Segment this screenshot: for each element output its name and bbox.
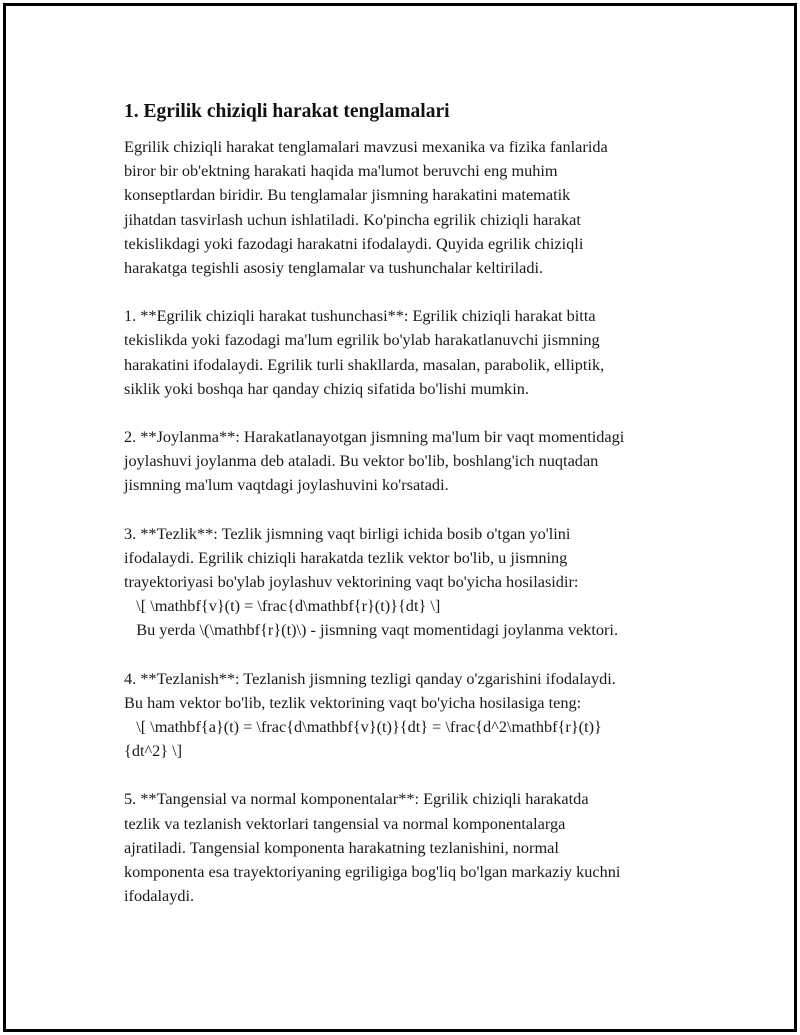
section-heading: 1. Egrilik chiziqli harakat tenglamalari [124, 101, 450, 122]
displacement-paragraph: 2. **Joylanma**: Harakatlanayotgan jismning ma'lum bir vaqt momentidagi joylashuvi joylanma deb ataladi. Bu vektor bo'lib, boshlang'ich nuqtadan jismning ma'lum vaqtdagi joylashuvini ko'rsatadi. [124, 427, 625, 495]
velocity-paragraph: 3. **Tezlik**: Tezlik jismning vaqt birligi ichida bosib o'tgan yo'lini ifodalaydi. Egrilik chiziqli harakatda tezlik vektor bo'lib, u jismning trayektoriyasi bo'ylab joylashuv vektorining vaqt bo'yicha hosilasidir: \[ \mathbf{v}(t) = \frac{d\mathbf{r}(t)}{dt} \] Bu yerda \(\mathbf{r}(t)\) - jismning vaqt momentidagi joylanma vektori. [124, 523, 619, 640]
document-body [124, 99, 704, 932]
concept-paragraph: 1. **Egrilik chiziqli harakat tushunchasi**: Egrilik chiziqli harakat bitta tekislikda yoki fazodagi ma'lum egrilik bo'ylab harakatlanuvchi jismning harakatini ifodalaydi. Egrilik turli shakllarda, masalan, parabolik, elliptik, siklik yoki boshqa har qanday chiziq sifatida bo'lishi mumkin. [124, 306, 605, 398]
page-frame [3, 3, 797, 1032]
acceleration-paragraph: 4. **Tezlanish**: Tezlanish jismning tezligi qanday o'zgarishini ifodalaydi. Bu ham vektor bo'lib, tezlik vektorining vaqt bo'yicha hosilasiga teng: \[ \mathbf{a}(t) = \frac{d\mathbf{v}(t)}{dt} = \frac{d^2\mathbf{r}(t)} {dt^2} \] [124, 668, 616, 761]
intro-paragraph: Egrilik chiziqli harakat tenglamalari mavzusi mexanika va fizika fanlarida biror bir ob'ektning harakati haqida ma'lumot beruvchi eng muhim konseptlardan biridir. Bu tenglamalar jismning harakatini matematik jihatdan tasvirlash uchun ishlatiladi. Ko'pincha egrilik chiziqli harakat tekislikdagi yoki fazodagi harakatni ifodalaydi. Quyida egrilik chiziqli harakatga tegishli asosiy tenglamalar va tushunchalar keltiriladi. [124, 137, 608, 278]
components-paragraph: 5. **Tangensial va normal komponentalar**: Egrilik chiziqli harakatda tezlik va tezlanish vektorlari tangensial va normal komponentalarga ajratiladi. Tangensial komponenta harakatning tezlanishini, normal komponenta esa trayektoriyaning egriligiga bog'liq bo'lgan markaziy kuchni ifodalaydi. [124, 789, 621, 906]
